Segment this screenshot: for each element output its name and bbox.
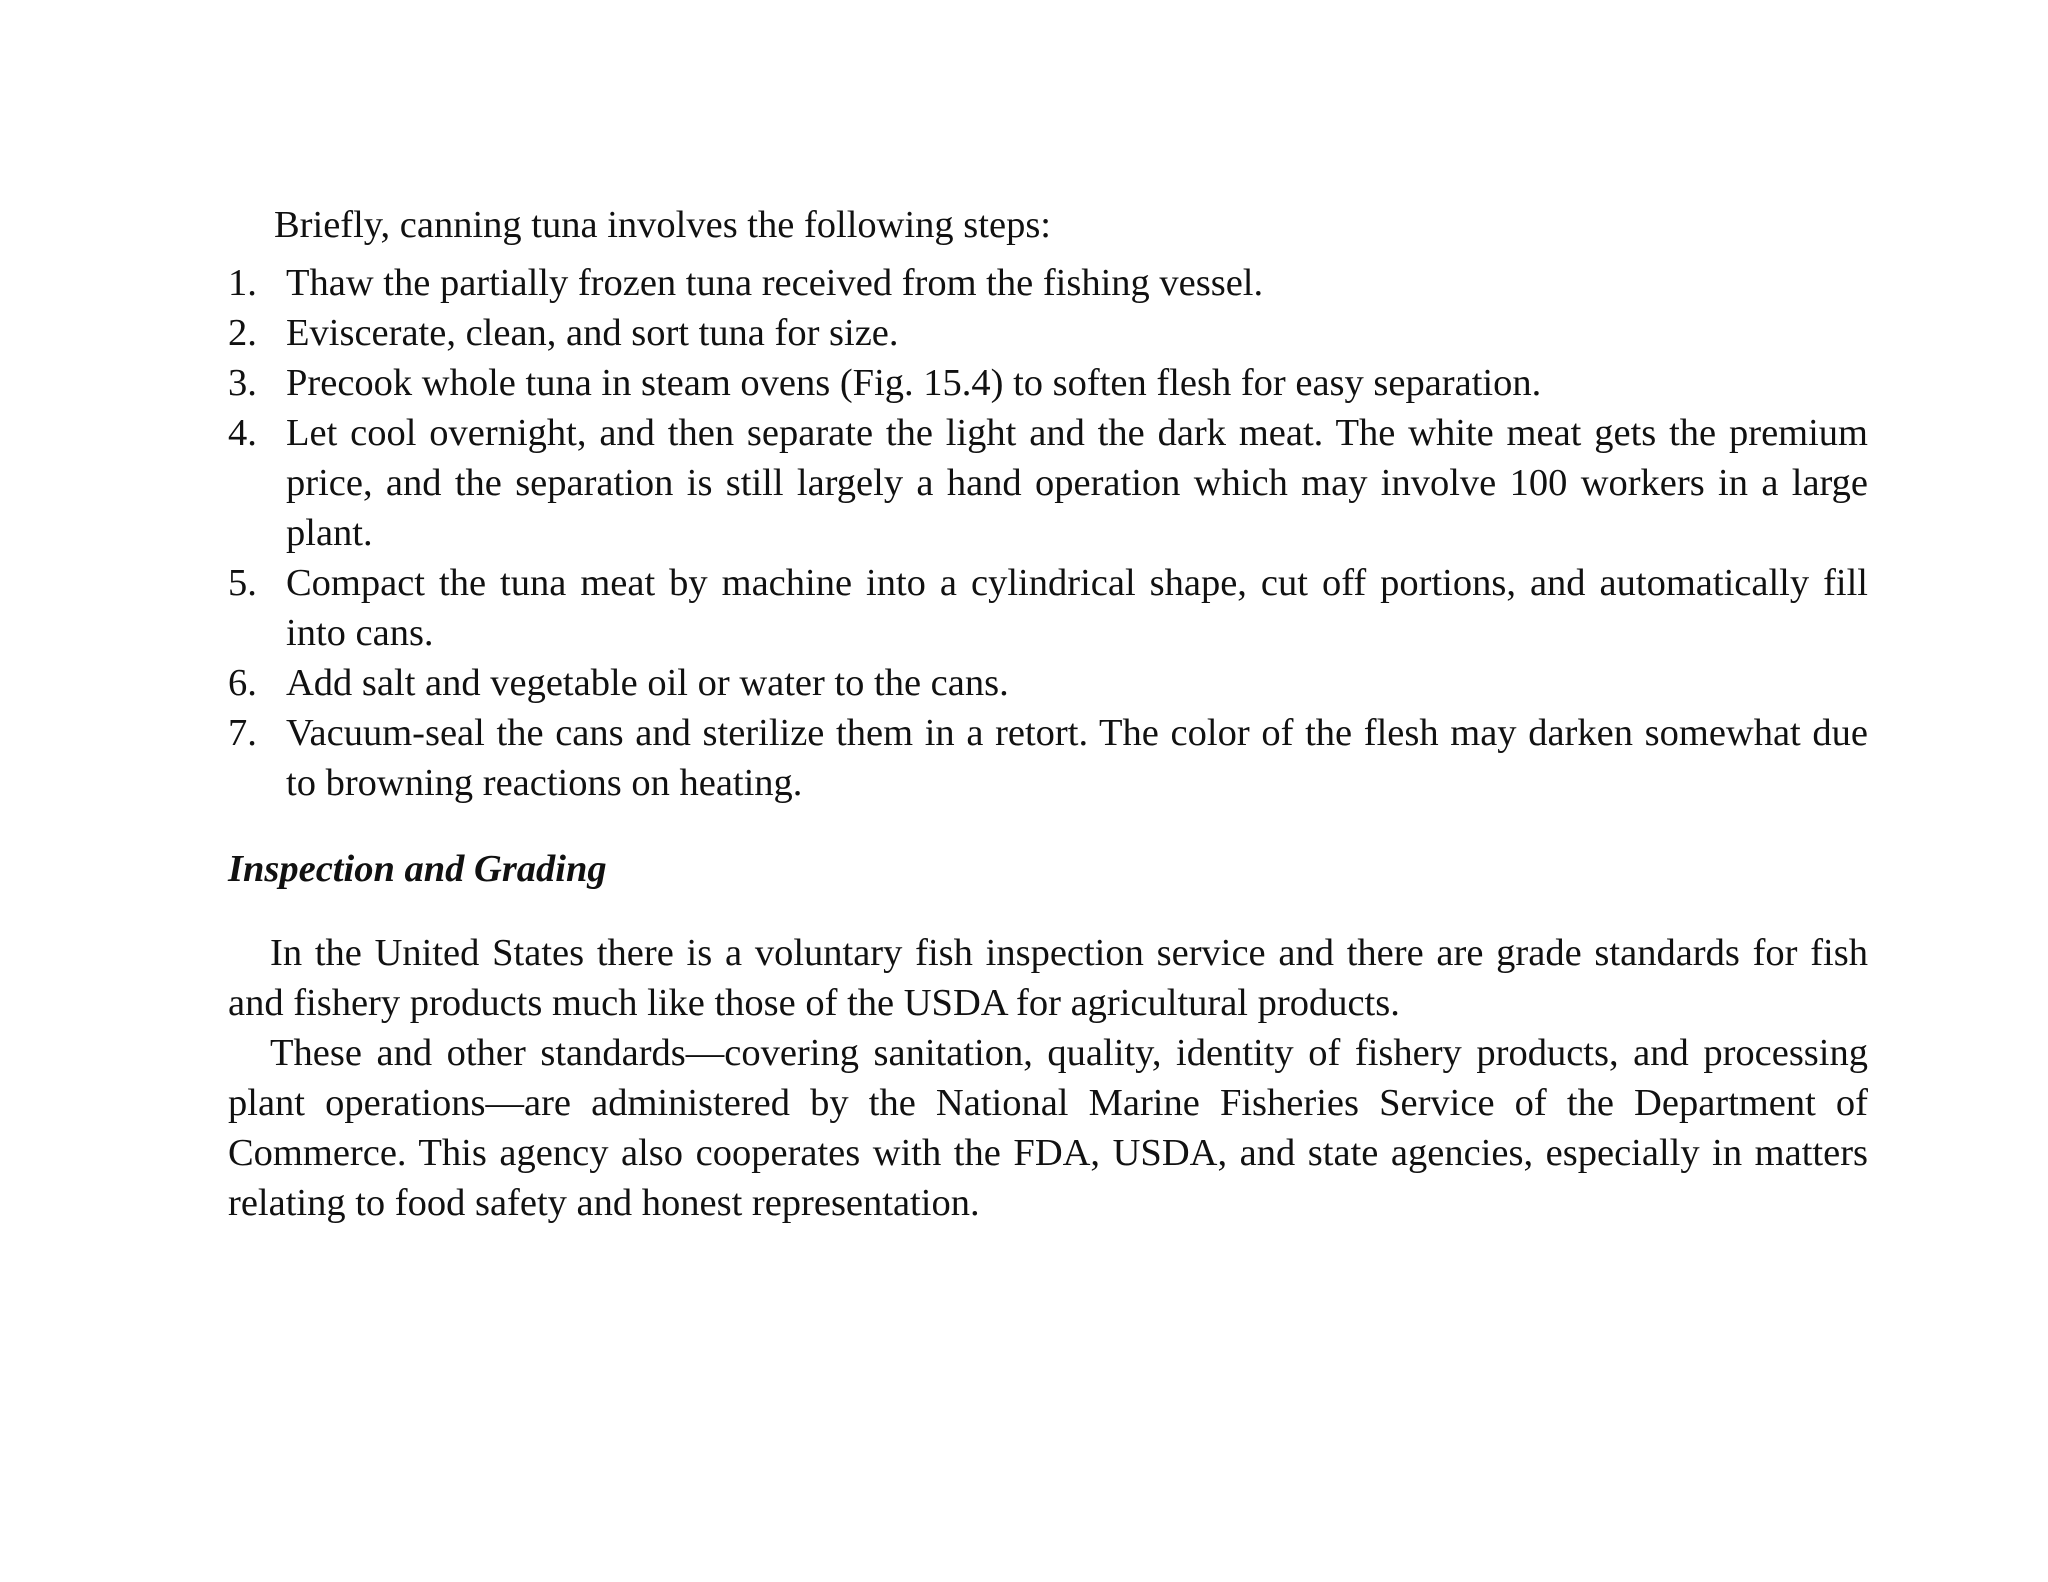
list-item	[228, 708, 1868, 808]
step-text: Eviscerate, clean, and sort tuna for size.	[286, 312, 899, 354]
list-item	[228, 658, 1868, 708]
paragraph: In the United States there is a voluntary fish inspection service and there are grade standards for fish and fishery products much like those of the USDA for agricultural products.	[228, 932, 1868, 1024]
list-item	[228, 558, 1868, 658]
step-text: Precook whole tuna in steam ovens (Fig. 15.4) to soften flesh for easy separation.	[286, 362, 1542, 404]
paragraph: These and other standards—covering sanitation, quality, identity of fishery products, and processing plant operations—are administered by the National Marine Fisheries Service of the Department of Commerce. This agency also cooperates with the FDA, USDA, and state agencies, especially in matters relating to food safety and honest representation.	[228, 1032, 1868, 1224]
step-number: 3.	[228, 362, 257, 404]
list-item	[228, 308, 1868, 358]
step-number: 1.	[228, 262, 257, 304]
canning-steps-list	[228, 258, 1868, 808]
step-text: Let cool overnight, and then separate the light and the dark meat. The white meat gets the premium price, and the separation is still largely a hand operation which may involve 100 workers in a large plant.	[286, 412, 1868, 554]
step-number: 7.	[228, 712, 257, 754]
list-item	[228, 408, 1868, 558]
document-page	[228, 200, 1868, 1228]
intro-text: Briefly, canning tuna involves the following steps:	[274, 204, 1051, 246]
step-text: Thaw the partially frozen tuna received from the fishing vessel.	[286, 262, 1264, 304]
step-number: 4.	[228, 412, 257, 454]
step-text: Add salt and vegetable oil or water to the cans.	[286, 662, 1009, 704]
step-text: Compact the tuna meat by machine into a cylindrical shape, cut off portions, and automatically fill into cans.	[286, 562, 1868, 654]
section-heading: Inspection and Grading	[228, 848, 607, 890]
step-number: 5.	[228, 562, 257, 604]
step-text: Vacuum-seal the cans and sterilize them in a retort. The color of the flesh may darken somewhat due to browning reactions on heating.	[286, 712, 1868, 804]
list-item	[228, 258, 1868, 308]
step-number: 2.	[228, 312, 257, 354]
list-item	[228, 358, 1868, 408]
step-number: 6.	[228, 662, 257, 704]
